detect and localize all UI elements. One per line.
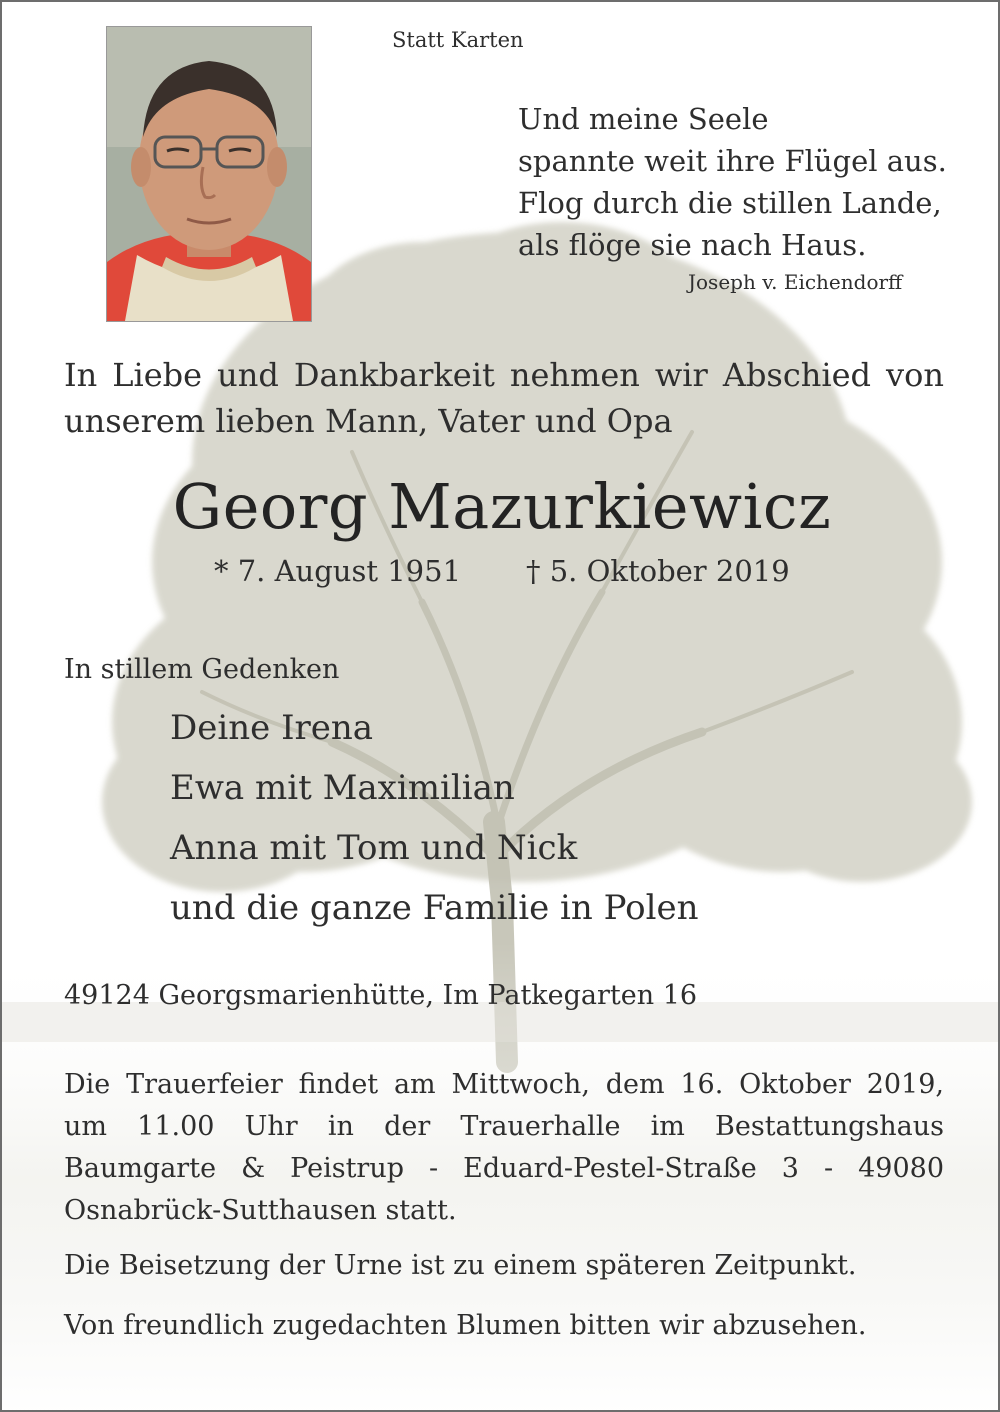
intro-text	[64, 352, 944, 444]
urn-burial-note: Die Beisetzung der Urne ist zu einem späteren Zeitpunkt.	[64, 1250, 857, 1281]
poem-author: Joseph v. Eichendorff	[688, 270, 903, 294]
portrait-photo	[106, 26, 312, 322]
poem-line: als flöge sie nach Haus.	[518, 228, 867, 262]
intro-line: unserem lieben Mann, Vater und Opa	[64, 402, 673, 440]
ceremony-line: Die Trauerfeier findet am Mittwoch, dem 16. Oktober 2019,	[64, 1069, 944, 1100]
birth-date: * 7. August 1951	[214, 554, 462, 588]
flowers-note: Von freundlich zugedachten Blumen bitten wir abzusehen.	[64, 1310, 867, 1341]
mourner-name: Deine Irena	[170, 708, 374, 748]
family-address: 49124 Georgsmarienhütte, Im Patkegarten 16	[64, 980, 698, 1011]
ceremony-line: Osnabrück-Sutthausen statt.	[64, 1195, 457, 1226]
death-date: † 5. Oktober 2019	[526, 554, 790, 588]
ceremony-line: um 11.00 Uhr in der Trauerhalle im Bestattungshaus	[64, 1111, 944, 1142]
mourner-name: Ewa mit Maximilian	[170, 768, 515, 808]
deceased-name: Georg Mazurkiewicz	[172, 470, 832, 543]
poem-line: spannte weit ihre Flügel aus.	[518, 144, 947, 178]
poem	[518, 98, 947, 266]
mourners-heading: In stillem Gedenken	[64, 654, 340, 685]
mourner-name: und die ganze Familie in Polen	[170, 888, 699, 928]
ceremony-text	[64, 1064, 944, 1232]
poem-line: Und meine Seele	[518, 102, 769, 136]
intro-line: In Liebe und Dankbarkeit nehmen wir Abschied von	[64, 356, 944, 394]
mourner-name: Anna mit Tom und Nick	[170, 828, 578, 868]
mourners-list	[170, 698, 699, 938]
poem-line: Flog durch die stillen Lande,	[518, 186, 942, 220]
ceremony-line: Baumgarte & Peistrup - Eduard-Pestel-Straße 3 - 49080	[64, 1153, 944, 1184]
statt-karten-label: Statt Karten	[392, 28, 524, 52]
